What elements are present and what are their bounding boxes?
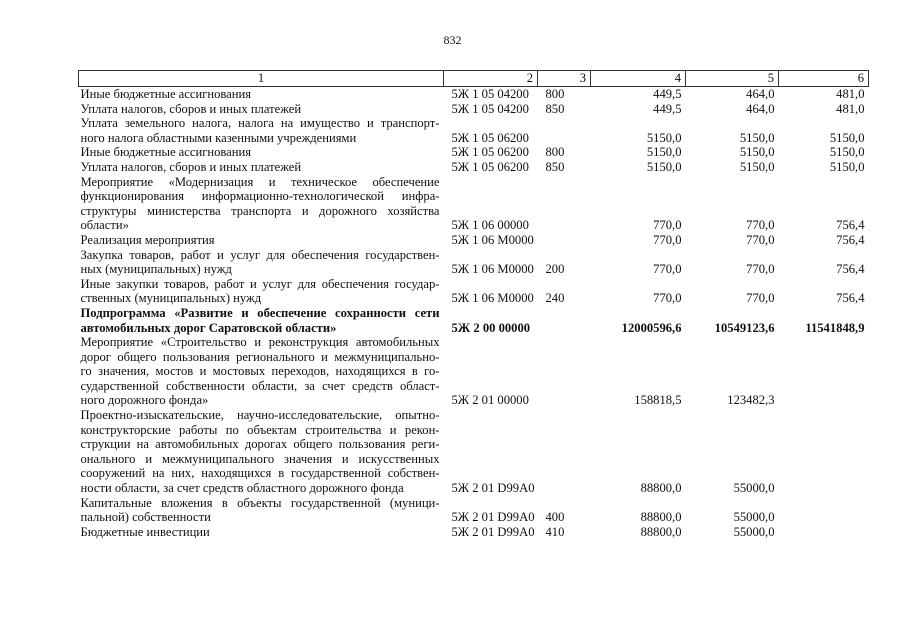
description-line: Мероприятие «Строительство и реконструкция автомобильных xyxy=(80,335,440,350)
row-description xyxy=(79,306,444,335)
row-description xyxy=(79,248,444,277)
description-line: Уплата налогов, сборов и иных платежей xyxy=(80,159,302,174)
description-line: Иные закупки товаров, работ и услуг для обеспечения государ- xyxy=(80,276,440,291)
header-col-1: 1 xyxy=(79,71,444,87)
row-expense-type xyxy=(538,175,591,233)
table-row xyxy=(79,233,869,248)
description-line: Реализация мероприятия xyxy=(80,232,215,247)
row-value-col6: 5150,0 xyxy=(829,130,865,145)
row-code: 5Ж 2 00 00000 xyxy=(451,320,531,335)
description-line: го значения, мостов и мостовых переходов, находящихся в го- xyxy=(80,364,440,379)
row-code: 5Ж 2 01 D99A0 xyxy=(451,524,535,539)
budget-table xyxy=(78,70,869,539)
description-line: струкции на автомобильных дорогах общего пользования реги- xyxy=(80,437,440,452)
row-value-col5: 123482,3 xyxy=(727,393,775,408)
row-value-col5: 464,0 xyxy=(746,87,775,101)
row-value-col6 xyxy=(779,525,869,540)
row-value-col6: 756,4 xyxy=(836,232,865,247)
table-row xyxy=(79,87,869,102)
row-description xyxy=(79,277,444,306)
row-value-col6: 756,4 xyxy=(836,262,865,277)
description-line: структуры министерства транспорта и дорожного хозяйства xyxy=(80,203,440,218)
description-line: онального и межмуниципального значения и искусственных xyxy=(80,451,440,466)
row-expense-type xyxy=(538,335,591,408)
row-code: 5Ж 2 01 D99A0 xyxy=(451,510,535,525)
description-line: Мероприятие «Модернизация и техническое обеспечение xyxy=(80,174,440,189)
description-line: Проектно-изыскательские, научно-исследовательские, опытно- xyxy=(80,408,440,423)
description-line: Иные бюджетные ассигнования xyxy=(80,145,252,160)
row-description xyxy=(79,145,444,160)
table-row xyxy=(79,116,869,145)
row-value-col6: 5150,0 xyxy=(829,159,865,174)
description-line: Иные бюджетные ассигнования xyxy=(80,87,252,101)
row-description xyxy=(79,408,444,496)
row-value-col4: 88800,0 xyxy=(640,510,682,525)
description-line: Уплата земельного налога, налога на имущество и транспорт- xyxy=(80,116,440,131)
row-value-col5: 55000,0 xyxy=(733,481,775,496)
row-expense-type: 800 xyxy=(545,87,565,101)
row-expense-type: 850 xyxy=(545,101,565,116)
row-value-col4: 449,5 xyxy=(653,101,682,116)
row-description xyxy=(79,335,444,408)
row-value-col5: 55000,0 xyxy=(733,524,775,539)
row-description xyxy=(79,525,444,540)
description-line: пальной) собственности xyxy=(80,510,211,525)
row-expense-type: 200 xyxy=(545,262,565,277)
row-value-col5: 5150,0 xyxy=(739,130,775,145)
row-value-col4: 770,0 xyxy=(653,262,682,277)
page-number: 832 xyxy=(443,33,462,47)
row-value-col4: 5150,0 xyxy=(646,159,682,174)
row-value-col6 xyxy=(779,408,869,496)
description-line: функционирования информационно-технологической инфра- xyxy=(80,189,440,204)
row-description xyxy=(79,496,444,525)
row-value-col5: 770,0 xyxy=(746,218,775,233)
description-line: Подпрограмма «Развитие и обеспечение сохранности сети xyxy=(80,305,440,320)
header-col-5: 5 xyxy=(686,71,779,87)
row-description xyxy=(79,102,444,117)
table-row xyxy=(79,408,869,496)
row-value-col6: 481,0 xyxy=(836,87,865,101)
row-value-col6: 11541848,9 xyxy=(805,320,865,335)
row-code: 5Ж 1 06 М0000 xyxy=(451,291,534,306)
row-code: 5Ж 1 05 06200 xyxy=(451,145,529,160)
row-code: 5Ж 1 06 М0000 xyxy=(451,232,534,247)
row-code: 5Ж 2 01 00000 xyxy=(451,393,529,408)
row-value-col5: 5150,0 xyxy=(739,145,775,160)
table-row xyxy=(79,160,869,175)
description-line: конструкторские работы по объектам строительства и рекон- xyxy=(80,422,440,437)
row-value-col4: 770,0 xyxy=(653,218,682,233)
row-expense-type xyxy=(538,116,591,145)
row-value-col4: 88800,0 xyxy=(640,524,682,539)
description-line: автомобильных дорог Саратовской области» xyxy=(80,320,337,335)
row-description xyxy=(79,87,444,102)
table-row xyxy=(79,496,869,525)
row-value-col6 xyxy=(779,496,869,525)
row-value-col4: 158818,5 xyxy=(634,393,682,408)
description-line: Бюджетные инвестиции xyxy=(80,524,210,539)
row-code: 5Ж 2 01 D99A0 xyxy=(451,481,535,496)
row-expense-type: 240 xyxy=(545,291,565,306)
row-value-col4: 88800,0 xyxy=(640,481,682,496)
row-value-col5: 55000,0 xyxy=(733,510,775,525)
table-row xyxy=(79,306,869,335)
row-value-col5: 10549123,6 xyxy=(714,320,775,335)
row-value-col4: 5150,0 xyxy=(646,145,682,160)
row-value-col5: 770,0 xyxy=(746,232,775,247)
row-expense-type xyxy=(538,408,591,496)
row-value-col4: 770,0 xyxy=(653,291,682,306)
description-line: Капитальные вложения в объекты государственной (муници- xyxy=(80,495,440,510)
row-expense-type: 410 xyxy=(545,524,565,539)
header-col-6: 6 xyxy=(779,71,869,87)
table-row xyxy=(79,175,869,233)
row-code: 5Ж 1 05 04200 xyxy=(451,87,529,101)
row-expense-type: 800 xyxy=(545,145,565,160)
row-description xyxy=(79,233,444,248)
description-line: сударственной собственности области, за счет средств област- xyxy=(80,378,440,393)
row-expense-type xyxy=(538,306,591,335)
row-description xyxy=(79,160,444,175)
row-code: 5Ж 1 06 00000 xyxy=(451,218,529,233)
row-value-col6: 5150,0 xyxy=(829,145,865,160)
description-line: ных (муниципальных) нужд xyxy=(80,262,232,277)
row-value-col5: 770,0 xyxy=(746,291,775,306)
row-code: 5Ж 1 05 06200 xyxy=(451,159,529,174)
description-line: ственных (муниципальных) нужд xyxy=(80,291,262,306)
table-row xyxy=(79,248,869,277)
row-value-col6: 756,4 xyxy=(836,218,865,233)
table-row xyxy=(79,525,869,540)
row-value-col4: 5150,0 xyxy=(646,130,682,145)
description-line: ного дорожного фонда» xyxy=(80,393,209,408)
row-value-col5: 464,0 xyxy=(746,101,775,116)
header-col-3: 3 xyxy=(538,71,591,87)
row-value-col5: 5150,0 xyxy=(739,159,775,174)
description-line: Уплата налогов, сборов и иных платежей xyxy=(80,101,302,116)
row-value-col6 xyxy=(779,335,869,408)
header-row xyxy=(79,71,869,87)
header-col-4: 4 xyxy=(591,71,686,87)
description-line: сооружений на них, находящихся в государственной собствен- xyxy=(80,466,440,481)
row-value-col4: 449,5 xyxy=(653,87,682,101)
description-line: ного налога областными казенными учреждениями xyxy=(80,130,357,145)
description-line: Закупка товаров, работ и услуг для обеспечения государствен- xyxy=(80,247,440,262)
table-row xyxy=(79,102,869,117)
row-description xyxy=(79,116,444,145)
table-row xyxy=(79,277,869,306)
row-expense-type xyxy=(538,233,591,248)
row-value-col6: 481,0 xyxy=(836,101,865,116)
table-row xyxy=(79,335,869,408)
row-code: 5Ж 1 06 М0000 xyxy=(451,262,534,277)
row-value-col4: 12000596,6 xyxy=(621,320,682,335)
row-value-col5: 770,0 xyxy=(746,262,775,277)
row-value-col4: 770,0 xyxy=(653,232,682,247)
row-code: 5Ж 1 05 04200 xyxy=(451,101,529,116)
description-line: дорог общего пользования регионального и межмуниципально- xyxy=(80,349,440,364)
row-expense-type: 400 xyxy=(545,510,565,525)
header-col-2: 2 xyxy=(444,71,538,87)
table-row xyxy=(79,145,869,160)
description-line: ности области, за счет средств областного дорожного фонда xyxy=(80,481,404,496)
row-code: 5Ж 1 05 06200 xyxy=(451,130,529,145)
description-line: области» xyxy=(80,218,129,233)
row-description xyxy=(79,175,444,233)
row-expense-type: 850 xyxy=(545,159,565,174)
table-body xyxy=(79,87,869,540)
row-value-col6: 756,4 xyxy=(836,291,865,306)
